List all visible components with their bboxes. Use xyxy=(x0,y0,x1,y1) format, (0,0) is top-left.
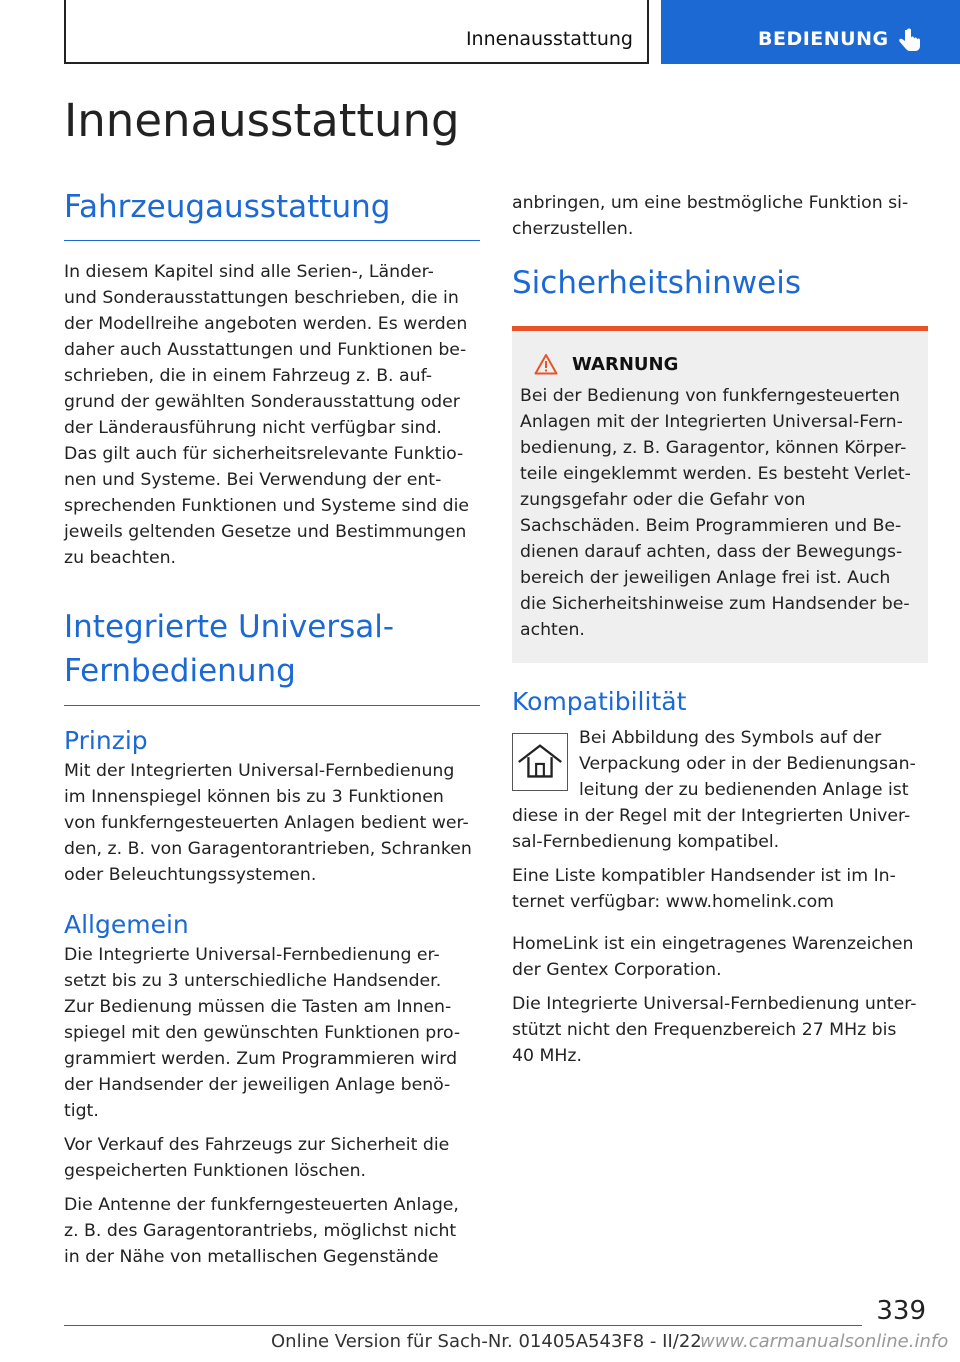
text-line: anbringen, um eine bestmögliche Funktion si- xyxy=(512,193,909,213)
text-line: setzt bis zu 3 unterschiedliche Handsender. xyxy=(64,971,442,991)
text-line: leitung der zu bedienenden Anlage ist xyxy=(579,780,909,800)
paragraph-fahrzeugausstattung xyxy=(64,259,480,571)
header-section-box xyxy=(64,0,649,64)
text-line: zu beachten. xyxy=(64,548,177,568)
header-section-title: Innenausstattung xyxy=(465,28,633,50)
text-line: cherzustellen. xyxy=(512,219,634,239)
paragraph-continuation xyxy=(512,190,928,242)
text-line: der Modellreihe angeboten werden. Es werden xyxy=(64,314,468,334)
page-title: Innenausstattung xyxy=(64,94,460,147)
right-column xyxy=(512,186,928,1069)
text-line: stützt nicht den Frequenzbereich 27 MHz bis xyxy=(512,1020,897,1040)
text-line: sprechenden Funktionen und Systeme sind die xyxy=(64,496,470,516)
text-line: 40 MHz. xyxy=(512,1046,582,1066)
text-line: In diesem Kapitel sind alle Serien-, Länder- xyxy=(64,262,434,282)
header-chapter-tab xyxy=(661,0,960,64)
text-line: der Gentex Corporation. xyxy=(512,960,722,980)
warning-triangle-icon xyxy=(534,353,558,375)
warning-box xyxy=(512,326,928,663)
paragraph-antenne xyxy=(64,1192,480,1270)
text-line: Die Antenne der funkferngesteuerten Anlage, xyxy=(64,1195,459,1215)
text-line: oder Beleuchtungssystemen. xyxy=(64,865,317,885)
text-line: Eine Liste kompatibler Handsender ist im In- xyxy=(512,866,896,886)
text-line: teile eingeklemmt werden. Es besteht Verlet- xyxy=(520,464,911,484)
text-line: zungsgefahr oder die Gefahr von xyxy=(520,490,806,510)
text-line: Zur Bedienung müssen die Tasten am Innen- xyxy=(64,997,452,1017)
text-line: tigt. xyxy=(64,1101,99,1121)
paragraph-liste xyxy=(512,863,928,915)
text-line: grammiert werden. Zum Programmieren wird xyxy=(64,1049,458,1069)
warning-title: WARNUNG xyxy=(572,353,679,375)
text-line: dienen darauf achten, dass der Bewegungs- xyxy=(520,542,903,562)
text-line: Bei Abbildung des Symbols auf der xyxy=(579,728,882,748)
text-line: ternet verfügbar: www.homelink.com xyxy=(512,892,834,912)
text-line: der Länderausführung nicht verfügbar sind. xyxy=(64,418,442,438)
footer-watermark: www.carmanualsonline.info xyxy=(700,1331,949,1352)
text-line: Die Integrierte Universal-Fernbedienung unter- xyxy=(512,994,917,1014)
text-line: spiegel mit den gewünschten Funktionen pro- xyxy=(64,1023,461,1043)
text-line: z. B. des Garagentorantriebs, möglichst nicht xyxy=(64,1221,457,1241)
warning-text xyxy=(520,383,920,643)
text-line: in der Nähe von metallischen Gegenstände xyxy=(64,1247,439,1267)
paragraph-prinzip xyxy=(64,758,480,888)
text-line: Die Integrierte Universal-Fernbedienung er- xyxy=(64,945,440,965)
warning-header xyxy=(520,353,920,375)
text-line: gespeicherten Funktionen löschen. xyxy=(64,1161,367,1181)
heading-sicherheitshinweis: Sicherheitshinweis xyxy=(512,265,801,301)
heading-fahrzeugausstattung: Fahrzeugausstattung xyxy=(64,186,480,241)
heading-line: Integrierte Universal- xyxy=(64,609,395,645)
text-line: daher auch Ausstattungen und Funktionen be- xyxy=(64,340,467,360)
text-line: bereich der jeweiligen Anlage frei ist. Auch xyxy=(520,568,891,588)
text-line: grund der gewählten Sonderausstattung oder xyxy=(64,392,460,412)
text-line: Das gilt auch für sicherheitsrelevante Funktio- xyxy=(64,444,464,464)
heading-universal-fernbedienung xyxy=(64,605,480,706)
page-number: 339 xyxy=(876,1296,926,1326)
header-chapter-title: BEDIENUNG xyxy=(758,28,889,50)
text-line: Vor Verkauf des Fahrzeugs zur Sicherheit die xyxy=(64,1135,450,1155)
text-line: bedienung, z. B. Garagentor, können Körper- xyxy=(520,438,907,458)
text-line: von funkferngesteuerten Anlagen bedient wer- xyxy=(64,813,469,833)
paragraph-allgemein xyxy=(64,942,480,1124)
text-line: diese in der Regel mit der Integrierten Univer- xyxy=(512,806,911,826)
text-line: die Sicherheitshinweise zum Handsender be- xyxy=(520,594,910,614)
homelink-house-icon xyxy=(512,733,568,791)
paragraph-homelink xyxy=(512,931,928,983)
heading-kompatibilitaet: Kompatibilität xyxy=(512,687,687,716)
text-line: und Sonderausstattungen beschrieben, die in xyxy=(64,288,459,308)
paragraph-frequenz xyxy=(512,991,928,1069)
text-line: sal-Fernbedienung kompatibel. xyxy=(512,832,780,852)
pointing-hand-icon xyxy=(897,27,921,55)
compatibility-block xyxy=(512,725,928,855)
text-line: den, z. B. von Garagentorantrieben, Schranken xyxy=(64,839,472,859)
text-line: Mit der Integrierten Universal-Fernbedienung xyxy=(64,761,455,781)
text-line: HomeLink ist ein eingetragenes Warenzeichen xyxy=(512,934,914,954)
heading-prinzip: Prinzip xyxy=(64,726,148,755)
left-column xyxy=(64,186,480,1270)
heading-allgemein: Allgemein xyxy=(64,910,189,939)
text-line: Verpackung oder in der Bedienungsan- xyxy=(579,754,916,774)
text-line: jeweils geltenden Gesetze und Bestimmungen xyxy=(64,522,467,542)
text-line: nen und Systeme. Bei Verwendung der ent- xyxy=(64,470,442,490)
footer-divider xyxy=(64,1325,862,1326)
paragraph-verkauf xyxy=(64,1132,480,1184)
text-line: der Handsender der jeweiligen Anlage benö- xyxy=(64,1075,451,1095)
text-line: im Innenspiegel können bis zu 3 Funktionen xyxy=(64,787,444,807)
text-line: Anlagen mit der Integrierten Universal-Fern- xyxy=(520,412,903,432)
heading-line: Fernbedienung xyxy=(64,653,296,689)
footer-online-version: Online Version für Sach-Nr. 01405A543F8 - II/22 xyxy=(271,1331,702,1352)
text-line: schrieben, die in einem Fahrzeug z. B. auf- xyxy=(64,366,432,386)
text-line: Bei der Bedienung von funkferngesteuerten xyxy=(520,386,900,406)
text-line: achten. xyxy=(520,620,585,640)
paragraph-kompatibilitaet xyxy=(512,725,928,855)
text-line: Sachschäden. Beim Programmieren und Be- xyxy=(520,516,902,536)
